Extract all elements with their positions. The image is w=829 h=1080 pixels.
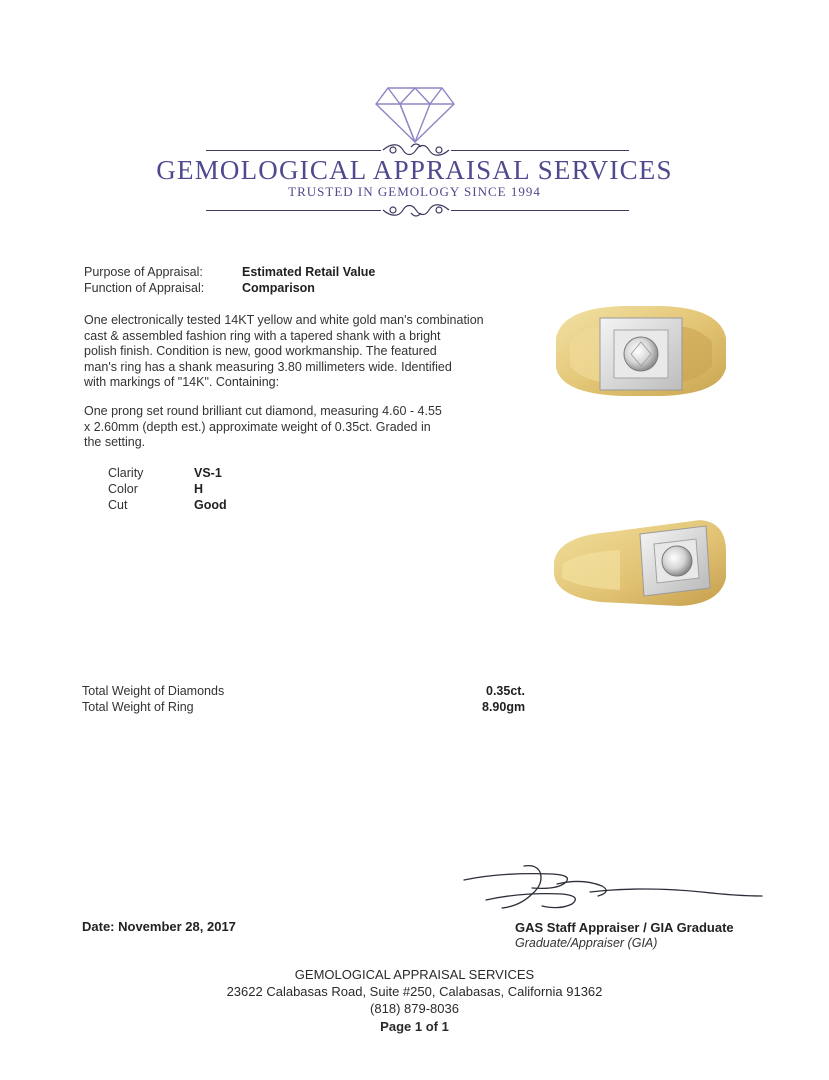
total-diamonds-label: Total Weight of Diamonds <box>82 684 225 698</box>
ring-photo-side <box>550 512 730 612</box>
purpose-label: Purpose of Appraisal: <box>84 265 203 279</box>
ornament-scroll-bottom <box>381 201 451 219</box>
function-value: Comparison <box>242 281 315 295</box>
header-rule-bottom-right <box>451 210 629 211</box>
appraisal-date: Date: November 28, 2017 <box>82 919 236 934</box>
appraiser-subtitle: Graduate/Appraiser (GIA) <box>515 936 658 950</box>
clarity-label: Clarity <box>108 466 144 480</box>
appraiser-signature <box>462 862 768 920</box>
item-description <box>84 313 524 391</box>
diamond-description <box>84 404 524 451</box>
ring-photo-front <box>552 298 730 404</box>
description-line: polish finish. Condition is new, good workmanship. The featured <box>84 344 437 358</box>
appraiser-title: GAS Staff Appraiser / GIA Graduate <box>515 920 734 935</box>
description-line: One electronically tested 14KT yellow and white gold man's combination <box>84 313 484 327</box>
description-line: cast & assembled fashion ring with a tapered shank with a bright <box>84 328 441 343</box>
color-label: Color <box>108 482 138 496</box>
description-line: with markings of "14K". Containing: <box>84 375 280 389</box>
company-name: GEMOLOGICAL APPRAISAL SERVICES <box>156 155 673 185</box>
footer-company: GEMOLOGICAL APPRAISAL SERVICES <box>294 967 535 982</box>
color-value: H <box>194 482 204 496</box>
diamond-line: x 2.60mm (depth est.) approximate weight of 0.35ct. Graded in <box>84 419 431 434</box>
description-line: man's ring has a shank measuring 3.80 millimeters wide. Identified <box>84 359 452 374</box>
purpose-value: Estimated Retail Value <box>242 265 376 279</box>
footer-phone: (818) 879-8036 <box>370 1001 459 1016</box>
header-rule-top-left <box>206 150 381 151</box>
diamond-line: the setting. <box>84 435 146 449</box>
function-label: Function of Appraisal: <box>84 281 205 295</box>
total-diamonds-value: 0.35ct. <box>486 684 525 698</box>
total-ring-label: Total Weight of Ring <box>82 700 194 714</box>
footer-address: 23622 Calabasas Road, Suite #250, Calabasas, California 91362 <box>226 984 603 999</box>
cut-value: Good <box>194 498 227 512</box>
total-ring-value: 8.90gm <box>482 700 526 714</box>
clarity-value: VS-1 <box>194 466 222 480</box>
header-rule-top-right <box>451 150 629 151</box>
company-tagline: TRUSTED IN GEMOLOGY SINCE 1994 <box>288 184 541 199</box>
header-rule-bottom-left <box>206 210 381 211</box>
cut-label: Cut <box>108 498 128 512</box>
diamond-logo <box>374 84 456 144</box>
page-number: Page 1 of 1 <box>380 1019 449 1034</box>
diamond-line: One prong set round brilliant cut diamond, measuring 4.60 - 4.55 <box>84 404 442 418</box>
